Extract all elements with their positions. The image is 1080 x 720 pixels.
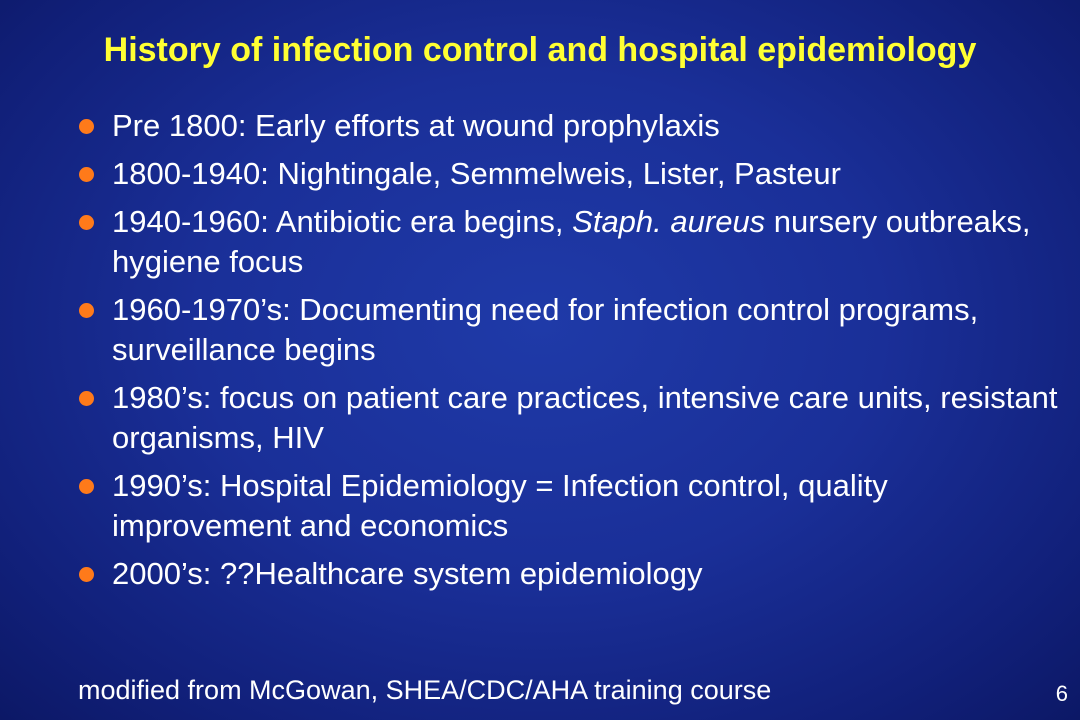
bullet-item: [78, 554, 1058, 594]
bullet-list: [78, 106, 1058, 602]
bullet-item: [78, 290, 1058, 370]
bullet-text: 1980’s: focus on patient care practices, intensive care units, resistant organisms, HIV: [112, 380, 1058, 455]
bullet-item: [78, 466, 1058, 546]
bullet-text: [112, 204, 1031, 279]
bullet-dot-icon: [79, 567, 94, 582]
bullet-item: [78, 154, 1058, 194]
bullet-item: [78, 378, 1058, 458]
bullet-text-italic: Staph. aureus: [572, 204, 766, 239]
bullet-text: 1990’s: Hospital Epidemiology = Infection control, quality improvement and economics: [112, 468, 888, 543]
bullet-item: [78, 202, 1058, 282]
bullet-dot-icon: [79, 479, 94, 494]
bullet-text: 2000’s: ??Healthcare system epidemiology: [112, 556, 703, 591]
bullet-text: 1960-1970’s: Documenting need for infection control programs, surveillance begins: [112, 292, 979, 367]
bullet-text-pre: 1940-1960: Antibiotic era begins,: [112, 204, 573, 239]
bullet-text-post: nursery outbreaks, hygiene focus: [112, 204, 1031, 279]
source-footnote: modified from McGowan, SHEA/CDC/AHA training course: [78, 675, 772, 705]
page-number: 6: [1055, 681, 1068, 706]
bullet-item: [78, 106, 1058, 146]
bullet-dot-icon: [79, 391, 94, 406]
slide-title: History of infection control and hospital epidemiology: [103, 31, 977, 69]
bullet-dot-icon: [79, 167, 94, 182]
bullet-text: 1800-1940: Nightingale, Semmelweis, Lister, Pasteur: [112, 156, 841, 191]
bullet-dot-icon: [79, 215, 94, 230]
bullet-text: Pre 1800: Early efforts at wound prophylaxis: [112, 108, 720, 143]
bullet-dot-icon: [79, 303, 94, 318]
bullet-dot-icon: [79, 119, 94, 134]
